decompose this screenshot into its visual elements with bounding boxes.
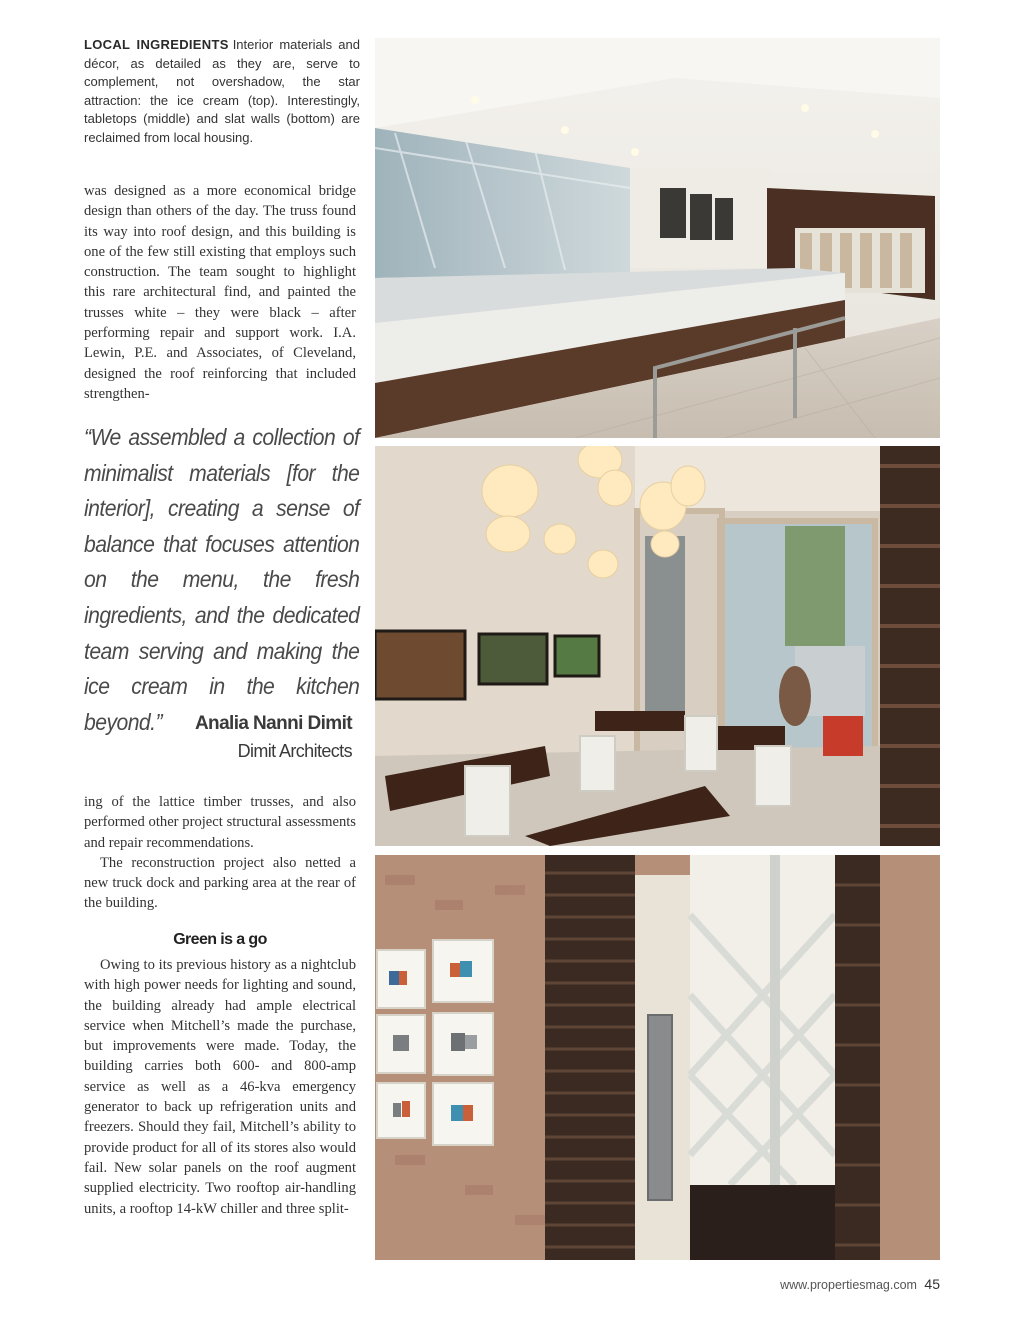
article-paragraph: was designed as a more economical bridge design than others of the day. The truss found its way into roof design, and this building is one of the few still existing that employs such construction. The team sought to highlight this rare architectural find, and painted the trusses white – they were black – after performing repair and support work. I.A. Lewin, P.E. and Associates, of Cleveland, designed the roof reinforcing that included strengthen- [84,183,356,402]
section-subhead: Green is a go [173,931,267,948]
article-paragraph: ing of the lattice timber trusses, and also performed other project structural assessments and repair recommendations. [84,794,356,851]
footer-url: www.propertiesmag.com [780,1278,917,1292]
quote-attribution-name: Analia Nanni Dimit [194,713,352,734]
article-column-top [84,181,356,404]
quote-attribution-firm: Dimit Architects [237,741,352,761]
ice-cream-counter-photo [375,38,940,438]
pull-quote: “We assembled a collection of minimalist materials [for the interior], creating a sense of balance that focuses attention on the menu, the fresh ingredients, and the dedicated team serving and making the ice cream in the kitchen beyond.” [84,424,360,735]
page-footer [780,1276,940,1292]
caption-text: Interior materials and décor, as detailed as they are, serve to complement, not overshadow, the star attraction: the ice cream (top). Interestingly, tabletops (middle) and slat walls (bottom) are reclaimed from local housing. [84,37,360,145]
seating-area-photo [375,446,940,846]
article-paragraph: Owing to its previous history as a nightclub with high power needs for lighting and sound, the building already had ample electrical service when Mitchell’s made the purchase, but improvements were made. Today, the building carries both 600- and 800-amp service as well as a 46-kva emergency generator to back up refrigeration units and freezers. Should they fail, Mitchell’s ability to provide product for all of its stores also would fail. New solar panels on the roof augment supplied electricity. Two rooftop air-handling units, a rooftop 14-kW chiller and three split- [84,957,356,1217]
entry-trusses-photo [375,855,940,1260]
article-column-middle [84,792,356,914]
article-column-bottom [84,955,356,1219]
article-paragraph: The reconstruction project also netted a new truck dock and parking area at the rear of the building. [84,854,356,912]
page-number: 45 [924,1276,940,1292]
caption-lead: LOCAL INGREDIENTS [84,37,229,52]
photo-caption [84,36,360,148]
